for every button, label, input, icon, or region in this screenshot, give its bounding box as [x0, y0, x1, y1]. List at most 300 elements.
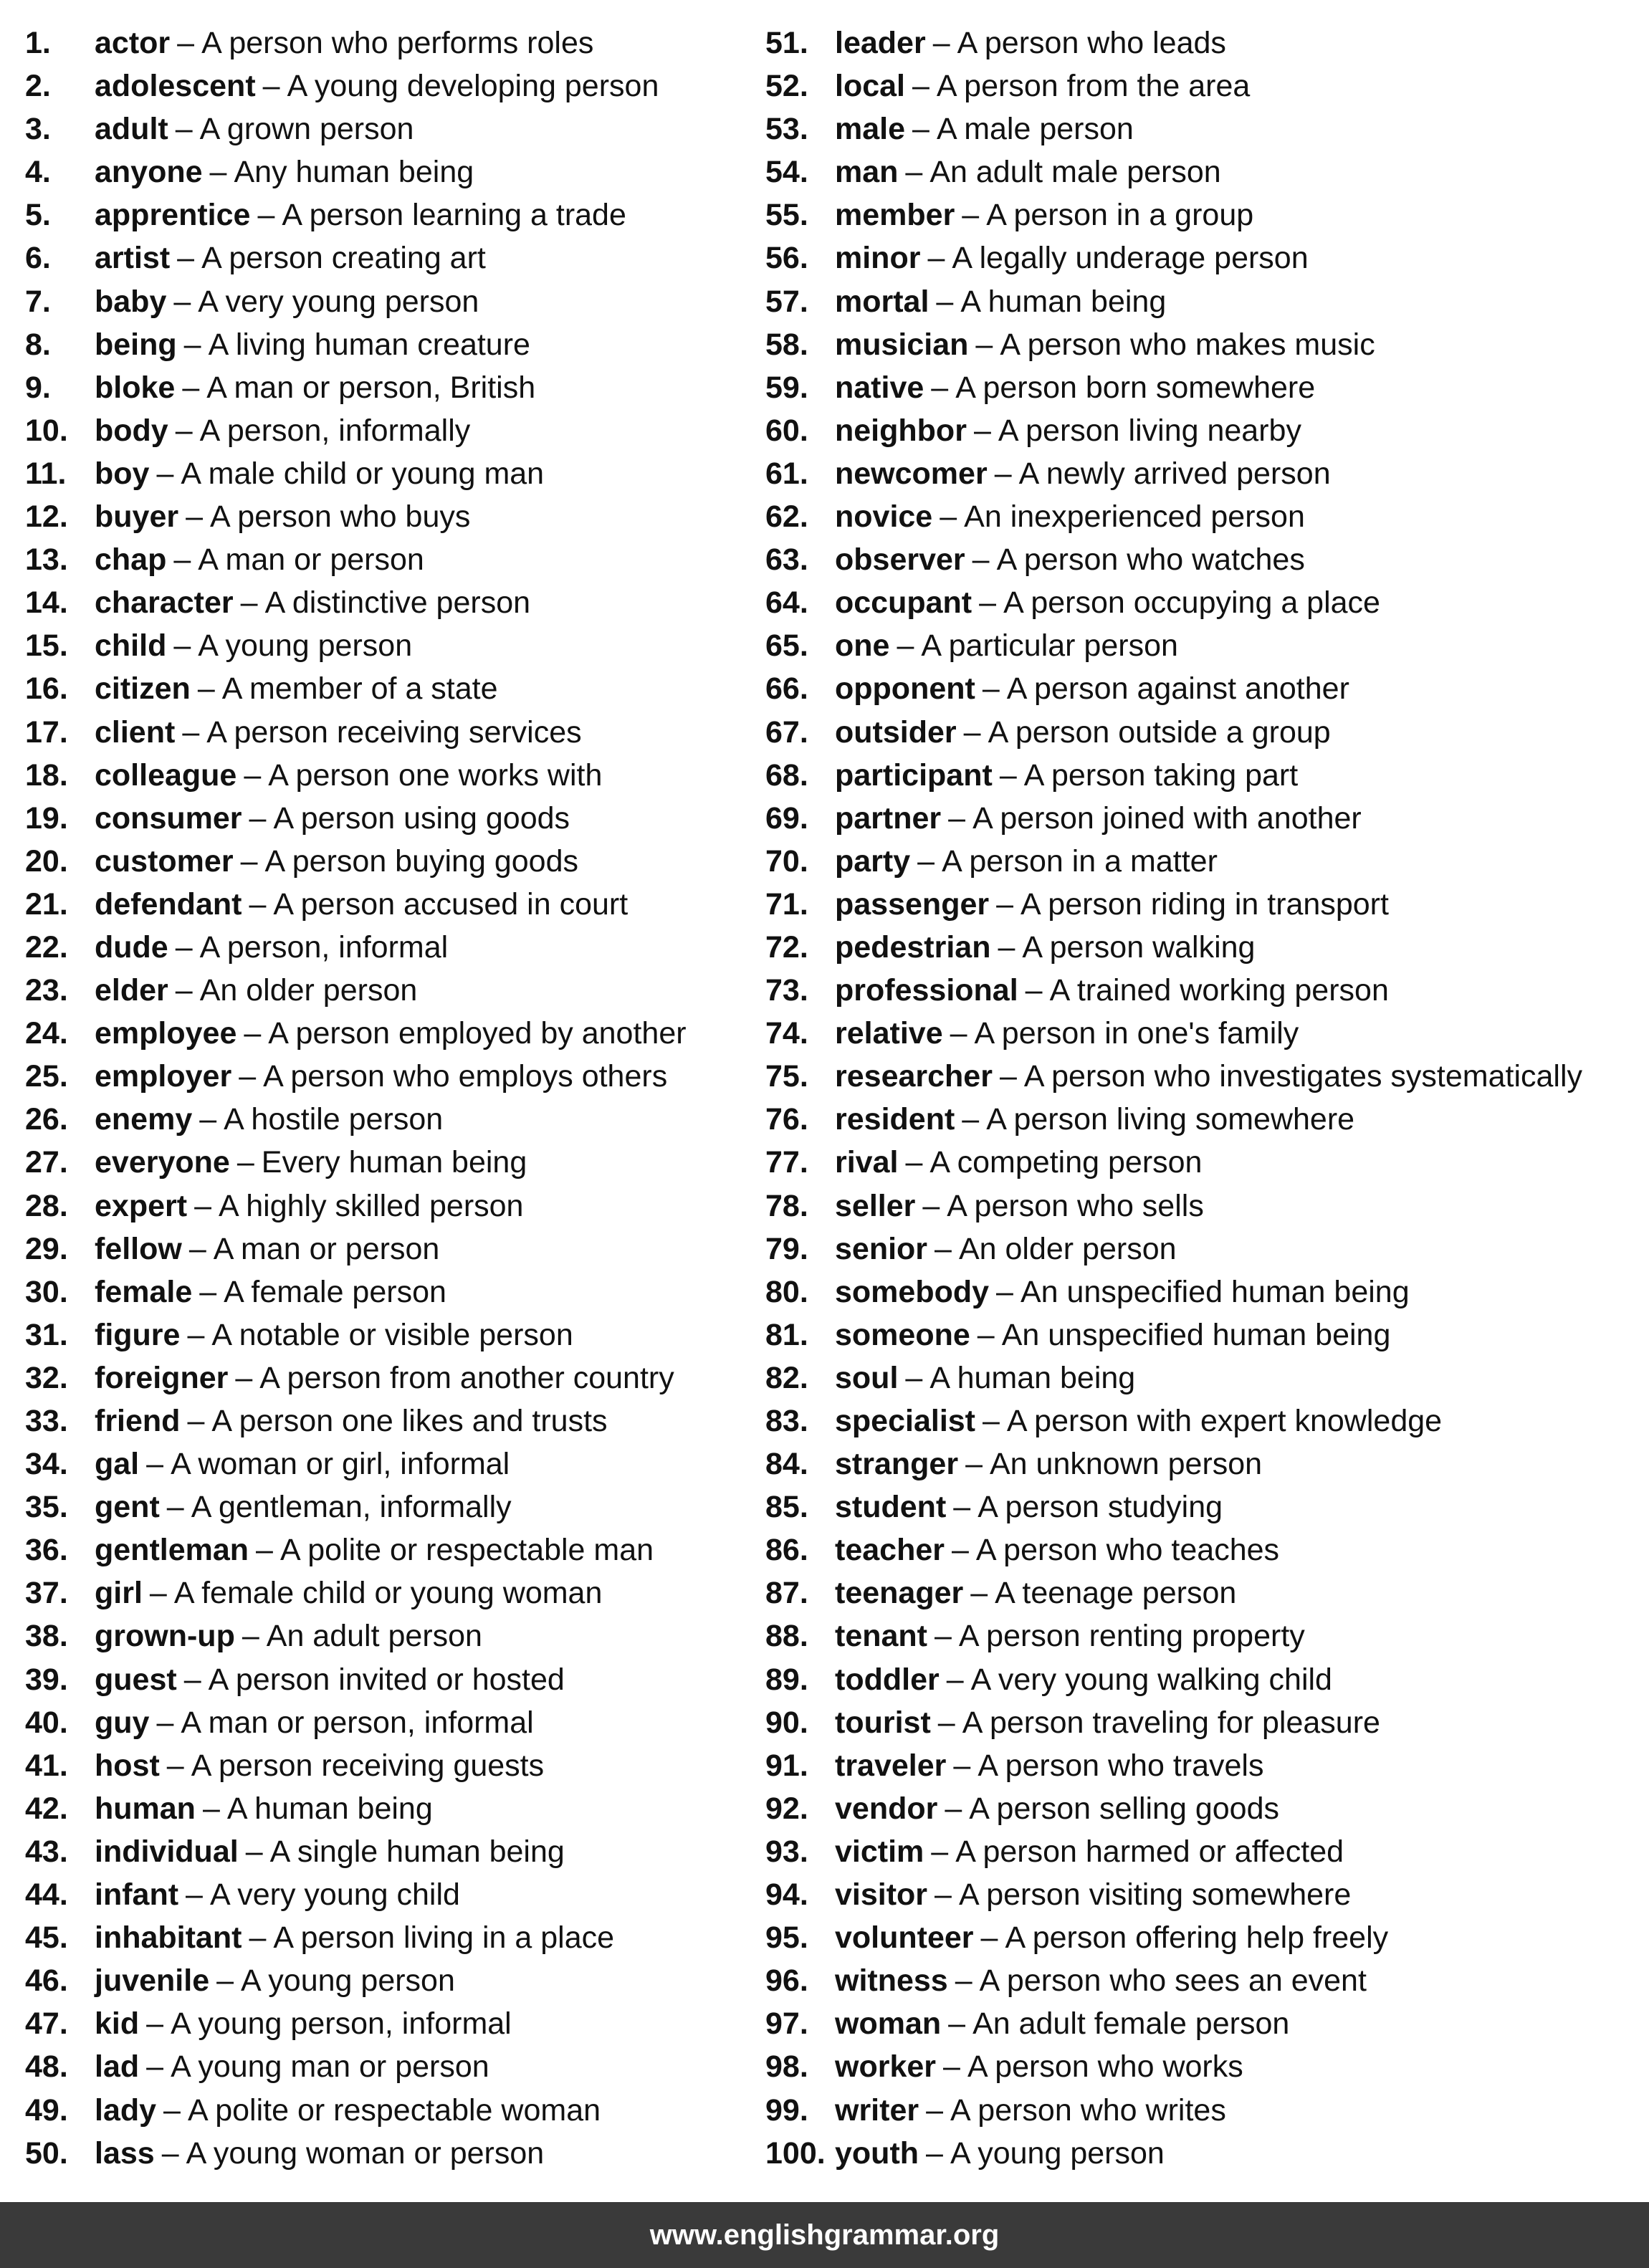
- item-separator: –: [998, 929, 1015, 965]
- list-item: [25, 667, 749, 710]
- item-definition: An older person: [958, 1231, 1177, 1266]
- item-separator: –: [935, 1877, 952, 1913]
- item-number: 25.: [25, 1059, 68, 1094]
- item-number: 47.: [25, 2006, 68, 2042]
- list-item: [765, 193, 1643, 236]
- list-item: [25, 495, 749, 538]
- list-item: [765, 624, 1643, 667]
- list-item: [765, 323, 1643, 366]
- item-word: adolescent: [95, 69, 256, 104]
- list-item: [765, 1098, 1643, 1141]
- item-definition: A young developing person: [287, 69, 659, 104]
- item-number: 94.: [765, 1877, 808, 1913]
- item-number: 19.: [25, 800, 68, 836]
- item-separator: –: [182, 714, 200, 750]
- item-definition: A person creating art: [201, 241, 486, 276]
- item-word: victim: [835, 1834, 924, 1869]
- word-list-left-column: [25, 21, 749, 2175]
- item-separator: –: [146, 2006, 164, 2042]
- item-separator: –: [935, 1231, 952, 1266]
- item-number: 2.: [25, 69, 51, 104]
- list-item: [765, 1571, 1643, 1614]
- item-separator: –: [256, 1533, 273, 1568]
- item-number: 22.: [25, 929, 68, 965]
- item-number: 52.: [765, 69, 808, 104]
- item-word: visitor: [835, 1877, 928, 1913]
- item-number: 63.: [765, 542, 808, 578]
- item-separator: –: [186, 1877, 203, 1913]
- item-word: client: [95, 714, 176, 750]
- list-item: [25, 409, 749, 452]
- item-separator: –: [173, 284, 191, 319]
- list-item: [25, 323, 749, 366]
- item-word: professional: [835, 973, 1018, 1008]
- item-number: 97.: [765, 2006, 808, 2042]
- item-definition: A person, informal: [199, 929, 449, 965]
- item-number: 39.: [25, 1662, 68, 1697]
- item-separator: –: [249, 886, 267, 922]
- item-separator: –: [175, 973, 193, 1008]
- list-item: [765, 1012, 1643, 1055]
- item-word: passenger: [835, 886, 990, 922]
- list-item: [765, 150, 1643, 193]
- item-definition: A hostile person: [224, 1102, 444, 1137]
- item-separator: –: [897, 628, 914, 664]
- item-word: friend: [95, 1404, 181, 1438]
- item-number: 36.: [25, 1533, 68, 1568]
- item-separator: –: [188, 1231, 206, 1266]
- item-separator: –: [953, 1748, 971, 1783]
- item-word: adult: [95, 112, 168, 147]
- list-item: [765, 452, 1643, 495]
- item-definition: A person who employs others: [263, 1059, 668, 1094]
- list-item: [25, 1744, 749, 1787]
- item-word: teacher: [835, 1533, 945, 1568]
- item-word: toddler: [835, 1662, 940, 1697]
- footer-website-link[interactable]: www.englishgrammar.org: [649, 2219, 1000, 2251]
- item-separator: –: [905, 1360, 923, 1395]
- list-item: [765, 581, 1643, 624]
- list-item: [25, 1658, 749, 1701]
- item-word: child: [95, 628, 167, 664]
- item-definition: A member of a state: [221, 671, 498, 707]
- item-definition: A person who makes music: [1000, 327, 1375, 362]
- item-number: 89.: [765, 1662, 808, 1697]
- list-item: [25, 150, 749, 193]
- item-definition: A person, informally: [199, 413, 471, 448]
- item-separator: –: [236, 1145, 254, 1180]
- list-item: [25, 624, 749, 667]
- item-word: soul: [835, 1360, 899, 1395]
- item-word: teenager: [835, 1576, 964, 1611]
- item-word: occupant: [835, 585, 972, 621]
- item-definition: A person joined with another: [972, 800, 1362, 836]
- item-word: opponent: [835, 671, 975, 707]
- item-word: one: [835, 628, 890, 664]
- item-word: musician: [835, 327, 969, 362]
- item-separator: –: [240, 585, 258, 621]
- item-separator: –: [183, 327, 201, 362]
- item-number: 43.: [25, 1834, 68, 1869]
- item-separator: –: [905, 155, 923, 190]
- item-separator: –: [146, 2049, 164, 2085]
- item-word: inhabitant: [95, 1920, 242, 1956]
- item-definition: A very young child: [209, 1877, 460, 1913]
- item-word: citizen: [95, 671, 191, 707]
- item-definition: A person renting property: [958, 1619, 1305, 1654]
- item-word: foreigner: [95, 1360, 229, 1395]
- item-definition: A person from the area: [936, 69, 1251, 104]
- item-word: colleague: [95, 757, 237, 793]
- item-number: 56.: [765, 241, 808, 276]
- item-word: gentleman: [95, 1533, 249, 1568]
- item-definition: A notable or visible person: [211, 1317, 573, 1352]
- item-definition: A person with expert knowledge: [1006, 1404, 1443, 1438]
- item-definition: A man or person: [198, 542, 424, 578]
- item-word: lad: [95, 2049, 140, 2085]
- item-separator: –: [965, 1447, 983, 1482]
- item-definition: A person receiving guests: [191, 1748, 545, 1783]
- item-definition: A very young person: [198, 284, 479, 319]
- list-item: [765, 1528, 1643, 1571]
- item-number: 59.: [765, 370, 808, 405]
- item-definition: A person who sees an event: [979, 1963, 1367, 1999]
- item-separator: –: [146, 1447, 164, 1482]
- list-item: [765, 1658, 1643, 1701]
- item-word: dude: [95, 929, 168, 965]
- item-number: 53.: [765, 112, 808, 147]
- item-word: girl: [95, 1576, 143, 1611]
- item-word: individual: [95, 1834, 239, 1869]
- item-word: apprentice: [95, 198, 251, 233]
- item-number: 1.: [25, 26, 51, 60]
- list-item: [25, 193, 749, 236]
- item-word: being: [95, 327, 177, 362]
- item-number: 87.: [765, 1576, 808, 1611]
- list-item: [25, 2045, 749, 2088]
- item-separator: –: [927, 241, 945, 276]
- item-word: male: [835, 112, 906, 147]
- item-definition: A young person: [241, 1963, 455, 1999]
- item-number: 79.: [765, 1231, 808, 1266]
- item-word: body: [95, 413, 168, 448]
- item-separator: –: [982, 671, 1000, 707]
- item-separator: –: [173, 542, 191, 578]
- item-number: 69.: [765, 800, 808, 836]
- item-number: 55.: [765, 198, 808, 233]
- list-item: [25, 1271, 749, 1314]
- list-item: [765, 754, 1643, 797]
- item-number: 80.: [765, 1274, 808, 1309]
- item-definition: A human being: [929, 1360, 1136, 1395]
- list-item: [765, 1916, 1643, 1959]
- list-item: [25, 1141, 749, 1184]
- item-word: local: [835, 69, 905, 104]
- item-separator: –: [996, 1274, 1013, 1309]
- item-definition: A person from another country: [259, 1360, 674, 1395]
- item-separator: –: [209, 155, 227, 190]
- item-number: 72.: [765, 929, 808, 965]
- item-definition: An unspecified human being: [1001, 1317, 1391, 1352]
- item-definition: A young woman or person: [186, 2135, 545, 2171]
- item-definition: A person using goods: [273, 800, 570, 836]
- item-separator: –: [953, 1490, 971, 1525]
- list-item: [765, 1744, 1643, 1787]
- item-definition: A person in one's family: [974, 1016, 1299, 1051]
- item-definition: A person in a matter: [942, 843, 1218, 879]
- item-word: expert: [95, 1188, 188, 1223]
- item-number: 28.: [25, 1188, 68, 1223]
- item-separator: –: [932, 26, 950, 60]
- item-number: 27.: [25, 1145, 68, 1180]
- item-definition: A male person: [936, 112, 1134, 147]
- item-definition: A person living nearby: [998, 413, 1301, 448]
- item-definition: A polite or respectable woman: [187, 2092, 601, 2128]
- item-definition: A person buying goods: [264, 843, 578, 879]
- item-word: observer: [835, 542, 965, 578]
- list-item: [765, 1701, 1643, 1744]
- word-list-right-column: [765, 21, 1643, 2175]
- item-separator: –: [948, 2006, 966, 2042]
- item-separator: –: [175, 929, 193, 965]
- item-number: 70.: [765, 843, 808, 879]
- item-word: figure: [95, 1317, 181, 1352]
- item-number: 11.: [25, 456, 67, 491]
- item-number: 10.: [25, 413, 68, 448]
- item-separator: –: [912, 69, 929, 104]
- item-separator: –: [182, 370, 200, 405]
- item-separator: –: [249, 1920, 267, 1956]
- item-separator: –: [161, 2135, 179, 2171]
- item-definition: A person in a group: [986, 198, 1254, 233]
- item-separator: –: [249, 800, 267, 836]
- item-number: 3.: [25, 112, 51, 147]
- list-item: [765, 926, 1643, 969]
- list-item: [25, 1528, 749, 1571]
- list-item: [765, 1271, 1643, 1314]
- item-word: participant: [835, 757, 993, 793]
- item-number: 77.: [765, 1145, 808, 1180]
- item-definition: A person against another: [1006, 671, 1349, 707]
- item-word: chap: [95, 542, 167, 578]
- list-item: [25, 2089, 749, 2132]
- list-item: [765, 107, 1643, 150]
- item-number: 82.: [765, 1360, 808, 1395]
- item-number: 16.: [25, 671, 68, 707]
- item-definition: A grown person: [199, 112, 414, 147]
- item-number: 51.: [765, 26, 808, 60]
- list-item: [765, 495, 1643, 538]
- item-number: 68.: [765, 757, 808, 793]
- item-number: 96.: [765, 1963, 808, 1999]
- item-definition: A polite or respectable man: [279, 1533, 654, 1568]
- list-item: [765, 1314, 1643, 1357]
- item-definition: A person who sells: [947, 1188, 1204, 1223]
- item-separator: –: [943, 2049, 960, 2085]
- list-item: [25, 452, 749, 495]
- item-word: novice: [835, 499, 933, 535]
- item-word: vendor: [835, 1791, 938, 1826]
- item-separator: –: [950, 1016, 967, 1051]
- list-item: [765, 1228, 1643, 1271]
- item-number: 73.: [765, 973, 808, 1008]
- list-item: [765, 366, 1643, 409]
- item-number: 86.: [765, 1533, 808, 1568]
- item-number: 98.: [765, 2049, 808, 2085]
- item-separator: –: [999, 757, 1017, 793]
- item-definition: A legally underage person: [952, 241, 1309, 276]
- item-word: man: [835, 155, 899, 190]
- list-item: [25, 1357, 749, 1399]
- item-word: witness: [835, 1963, 948, 1999]
- item-number: 76.: [765, 1102, 808, 1137]
- list-item: [25, 1228, 749, 1271]
- item-number: 65.: [765, 628, 808, 664]
- item-separator: –: [173, 628, 191, 664]
- list-item: [25, 280, 749, 323]
- item-definition: A man or person, informal: [181, 1705, 534, 1740]
- item-separator: –: [955, 1963, 972, 1999]
- list-item: [765, 1485, 1643, 1528]
- item-number: 57.: [765, 284, 808, 319]
- item-separator: –: [940, 499, 957, 535]
- item-definition: A person receiving services: [206, 714, 582, 750]
- item-definition: A person visiting somewhere: [958, 1877, 1352, 1913]
- item-definition: A young man or person: [171, 2049, 489, 2085]
- item-separator: –: [177, 26, 195, 60]
- item-definition: A person born somewhere: [955, 370, 1316, 405]
- item-definition: A person learning a trade: [282, 198, 626, 233]
- item-number: 49.: [25, 2092, 68, 2128]
- item-definition: A male child or young man: [181, 456, 545, 491]
- list-item: [765, 1399, 1643, 1442]
- item-separator: –: [156, 456, 174, 491]
- item-number: 6.: [25, 241, 51, 276]
- item-definition: A person who travels: [978, 1748, 1264, 1783]
- item-number: 71.: [765, 886, 808, 922]
- list-item: [765, 1873, 1643, 1916]
- item-definition: A person who leads: [957, 26, 1226, 60]
- list-item: [765, 969, 1643, 1012]
- list-item: [25, 1442, 749, 1485]
- item-definition: A person taking part: [1023, 757, 1299, 793]
- item-separator: –: [244, 757, 262, 793]
- item-separator: –: [187, 1317, 205, 1352]
- item-separator: –: [1025, 973, 1043, 1008]
- item-number: 88.: [765, 1619, 808, 1654]
- item-separator: –: [999, 1059, 1017, 1094]
- item-definition: A person outside a group: [988, 714, 1331, 750]
- item-separator: –: [262, 69, 280, 104]
- list-item: [765, 1185, 1643, 1228]
- item-number: 23.: [25, 973, 68, 1008]
- item-definition: A person traveling for pleasure: [962, 1705, 1380, 1740]
- item-number: 74.: [765, 1016, 808, 1051]
- item-word: actor: [95, 26, 171, 60]
- item-number: 4.: [25, 155, 51, 190]
- item-number: 17.: [25, 714, 68, 750]
- item-separator: –: [977, 1317, 995, 1352]
- item-number: 40.: [25, 1705, 68, 1740]
- list-item: [25, 107, 749, 150]
- item-number: 30.: [25, 1274, 68, 1309]
- item-number: 13.: [25, 542, 68, 578]
- item-separator: –: [194, 1188, 211, 1223]
- item-separator: –: [951, 1533, 969, 1568]
- item-separator: –: [980, 1920, 998, 1956]
- list-item: [25, 1959, 749, 2002]
- item-definition: A trained working person: [1049, 973, 1389, 1008]
- item-number: 8.: [25, 327, 51, 362]
- item-number: 12.: [25, 499, 68, 535]
- item-definition: A man or person: [213, 1231, 440, 1266]
- item-separator: –: [996, 886, 1014, 922]
- item-definition: An unknown person: [990, 1447, 1263, 1482]
- item-definition: A teenage person: [995, 1576, 1237, 1611]
- item-separator: –: [945, 1791, 962, 1826]
- item-number: 7.: [25, 284, 51, 319]
- item-number: 78.: [765, 1188, 808, 1223]
- item-number: 35.: [25, 1490, 68, 1525]
- item-separator: –: [245, 1834, 263, 1869]
- item-number: 85.: [765, 1490, 808, 1525]
- item-word: native: [835, 370, 924, 405]
- item-number: 64.: [765, 585, 808, 621]
- item-number: 31.: [25, 1317, 68, 1352]
- item-number: 81.: [765, 1317, 808, 1352]
- item-separator: –: [922, 1188, 940, 1223]
- item-definition: A person walking: [1022, 929, 1256, 965]
- list-item: [25, 1873, 749, 1916]
- item-separator: –: [946, 1662, 964, 1697]
- item-definition: A newly arrived person: [1018, 456, 1331, 491]
- item-definition: A person invited or hosted: [208, 1662, 565, 1697]
- item-word: bloke: [95, 370, 176, 405]
- item-number: 37.: [25, 1576, 68, 1611]
- item-separator: –: [244, 1016, 262, 1051]
- list-item: [765, 1959, 1643, 2002]
- item-separator: –: [935, 1619, 952, 1654]
- item-word: boy: [95, 456, 150, 491]
- item-number: 58.: [765, 327, 808, 362]
- item-separator: –: [963, 714, 981, 750]
- item-word: employee: [95, 1016, 237, 1051]
- item-number: 21.: [25, 886, 68, 922]
- item-word: artist: [95, 241, 171, 276]
- item-definition: A human being: [226, 1791, 433, 1826]
- list-item: [25, 1614, 749, 1657]
- item-word: human: [95, 1791, 196, 1826]
- item-separator: –: [962, 198, 980, 233]
- item-word: guest: [95, 1662, 177, 1697]
- list-item: [25, 840, 749, 883]
- item-word: consumer: [95, 800, 242, 836]
- item-definition: A person studying: [978, 1490, 1223, 1525]
- item-definition: An unspecified human being: [1020, 1274, 1410, 1309]
- item-definition: A particular person: [921, 628, 1178, 664]
- item-separator: –: [187, 1404, 205, 1438]
- item-separator: –: [197, 671, 215, 707]
- item-word: anyone: [95, 155, 203, 190]
- list-item: [25, 1916, 749, 1959]
- item-definition: A very young walking child: [970, 1662, 1332, 1697]
- item-number: 67.: [765, 714, 808, 750]
- item-number: 93.: [765, 1834, 808, 1869]
- item-separator: –: [175, 413, 193, 448]
- item-definition: Any human being: [234, 155, 474, 190]
- list-item: [25, 1185, 749, 1228]
- item-separator: –: [175, 112, 193, 147]
